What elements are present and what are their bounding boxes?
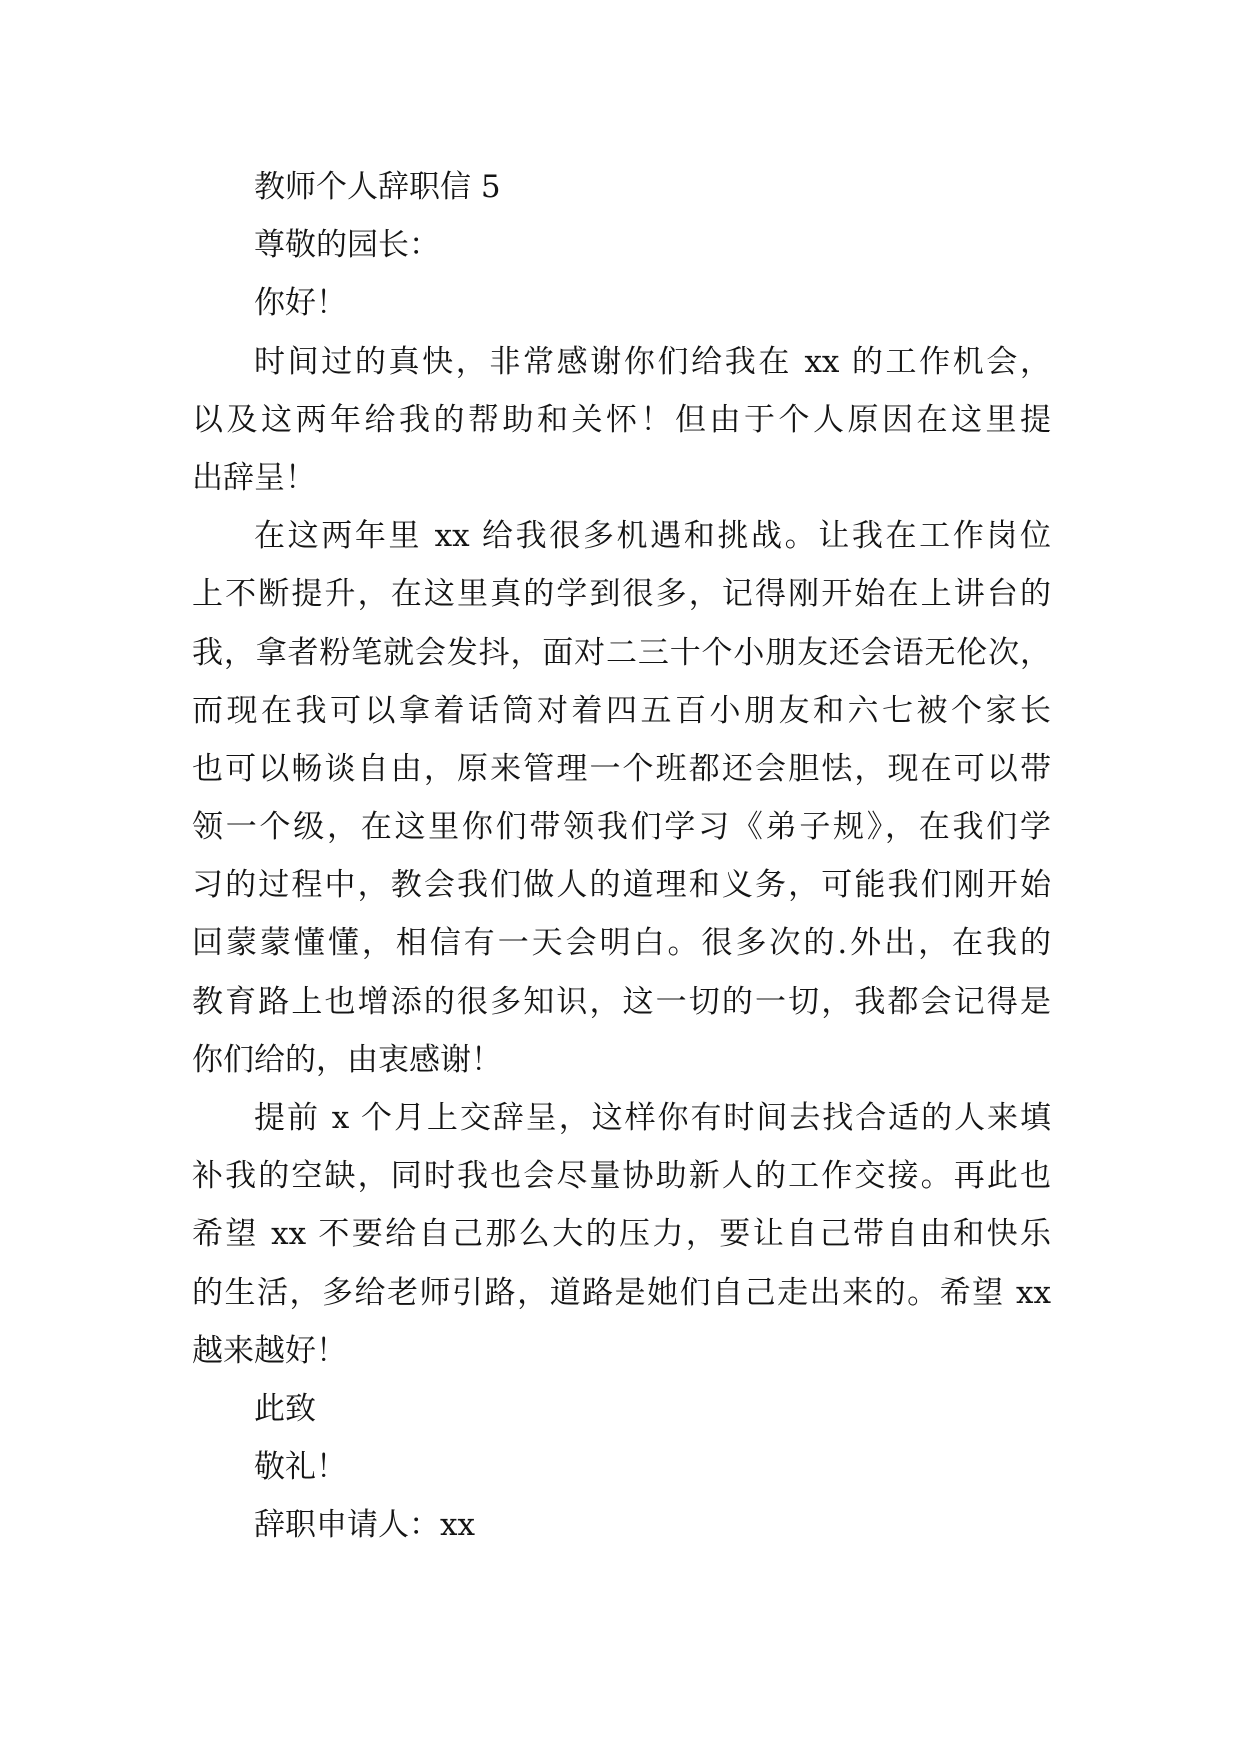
paragraph-line: 提前 x 个月上交辞呈，这样你有时间去找合适的人来填 — [254, 1100, 1051, 1136]
paragraph-line: 补我的空缺，同时我也会尽量协助新人的工作交接。再此也 — [192, 1158, 1051, 1195]
greeting: 你好！ — [254, 285, 347, 322]
paragraph-line: 而现在我可以拿着话筒对着四五百小朋友和六七被个家长 — [192, 692, 1051, 729]
signature: 辞职申请人：xx — [254, 1507, 475, 1544]
paragraph-line: 希望 xx 不要给自己那么大的压力，要让自己带自由和快乐 — [192, 1216, 1051, 1253]
paragraph-line: 领一个级，在这里你们带领我们学习《弟子规》，在我们学 — [192, 809, 1051, 846]
paragraph-line: 出辞呈！ — [192, 459, 316, 496]
letter-body — [192, 158, 1051, 1555]
paragraph-line: 越来越好！ — [192, 1332, 347, 1369]
paragraph-1 — [192, 333, 1051, 508]
paragraph-line: 习的过程中，教会我们做人的道理和义务，可能我们刚开始 — [192, 867, 1051, 904]
paragraph-line: 你们给的，由衷感谢！ — [192, 1041, 502, 1078]
paragraph-line: 以及这两年给我的帮助和关怀！但由于个人原因在这里提 — [192, 401, 1051, 438]
paragraph-line: 教育路上也增添的很多知识，这一切的一切，我都会记得是 — [192, 983, 1051, 1020]
paragraph-line: 时间过的真快，非常感谢你们给我在 xx 的工作机会， — [254, 343, 1051, 380]
paragraph-line: 的生活，多给老师引路，道路是她们自己走出来的。希望 xx — [192, 1274, 1051, 1311]
closing: 此致 — [254, 1390, 316, 1427]
paragraph-line: 我，拿者粉笔就会发抖，面对二三十个小朋友还会语无伦次， — [192, 634, 1051, 671]
paragraph-line: 在这两年里 xx 给我很多机遇和挑战。让我在工作岗位 — [254, 518, 1051, 555]
regards: 敬礼！ — [254, 1449, 347, 1486]
paragraph-2 — [192, 507, 1051, 1089]
paragraph-line: 上不断提升，在这里真的学到很多，记得刚开始在上讲台的 — [192, 576, 1051, 613]
document-title: 教师个人辞职信 5 — [254, 169, 501, 205]
paragraph-3 — [192, 1089, 1051, 1380]
paragraph-line: 也可以畅谈自由，原来管理一个班都还会胆怯，现在可以带 — [192, 750, 1051, 787]
paragraph-line: 回蒙蒙懂懂，相信有一天会明白。很多次的.外出，在我的 — [192, 925, 1051, 962]
salutation: 尊敬的园长： — [254, 227, 440, 264]
